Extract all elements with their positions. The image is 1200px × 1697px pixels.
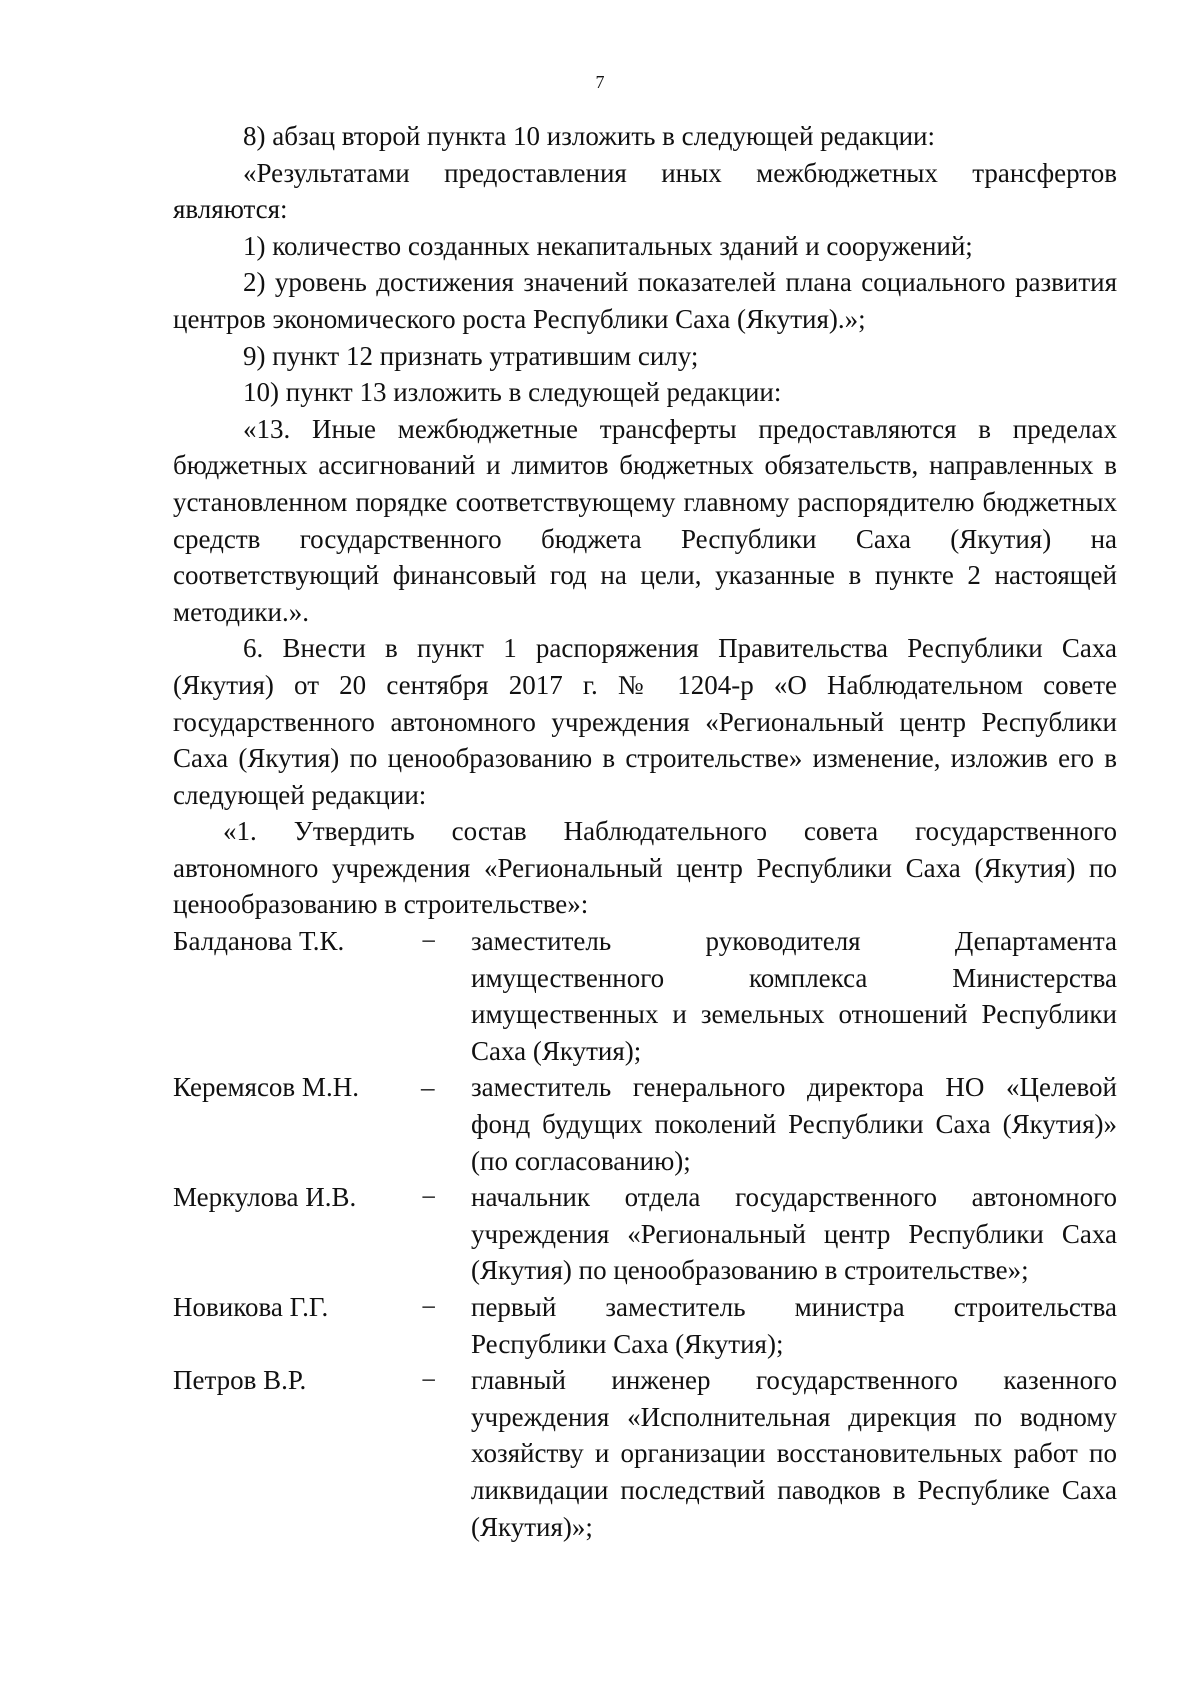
member-name: Керемясов М.Н. [173,1072,359,1103]
member-name: Балданова Т.К. [173,926,345,957]
member-dash: − [421,1365,437,1396]
page-number: 7 [595,72,605,92]
member-role: заместитель генерального директора НО «Целевой фонд будущих поколений Республики Саха (Якутия)» (по согласованию); [471,1072,1117,1176]
member-dash: – [421,1072,435,1103]
member-name: Меркулова И.В. [173,1182,357,1213]
paragraph-result-1: 1) количество созданных некапитальных зданий и сооружений; [243,230,973,261]
council-member-row [173,1179,1117,1289]
council-member-row [173,1289,1117,1362]
council-member-row [173,1069,1117,1179]
council-member-row [173,1362,1117,1545]
paragraph-result-2: 2) уровень достижения значений показателей плана социального развития центров экономического роста Республики Саха (Якутия).»; [173,267,1117,334]
paragraph-results-intro: «Результатами предоставления иных межбюджетных трансфертов являются: [173,157,1117,225]
member-name: Новикова Г.Г. [173,1292,329,1322]
paragraph-item-6: 6. Внести в пункт 1 распоряжения Правительства Республики Саха (Якутия) от 20 сентября 2017 г. № 1204-р «О Наблюдательном совете государственного автономного учреждения «Региональный центр Республики Саха (Якутия) по ценообразованию в строительстве» изменение, изложив его в следующей редакции: [173,633,1117,810]
member-role: начальник отдела государственного автономного учреждения «Региональный центр Республики Саха (Якутия) по ценообразованию в строительстве»; [471,1182,1117,1286]
paragraph-item-9: 9) пункт 12 признать утратившим силу; [243,340,699,371]
member-role: заместитель руководителя Департамента имущественного комплекса Министерства имущественных и земельных отношений Республики Саха (Якутия); [471,926,1117,1066]
member-name: Петров В.Р. [173,1365,307,1396]
member-dash: − [421,1292,437,1322]
council-members-list [173,923,1117,1545]
paragraph-council-approve: «1. Утвердить состав Наблюдательного совета государственного автономного учреждения «Региональный центр Республики Саха (Якутия) по ценообразованию в строительстве»: [173,816,1117,920]
member-dash: − [421,926,437,957]
member-role: главный инженер государственного казенного учреждения «Исполнительная дирекция по водному хозяйству и организации восстановительных работ по ликвидации последствий паводков в Республике Саха (Якутия)»; [471,1365,1117,1542]
paragraph-item-10: 10) пункт 13 изложить в следующей редакции: [243,377,782,408]
paragraph-item-8: 8) абзац второй пункта 10 изложить в следующей редакции: [243,121,935,151]
paragraph-clause-13: «13. Иные межбюджетные трансферты предоставляются в пределах бюджетных ассигнований и лимитов бюджетных обязательств, направленных в установленном порядке соответствующему главному распорядителю бюджетных средств государственного бюджета Республики Саха (Якутия) на соответствующий финансовый год на цели, указанные в пункте 2 настоящей методики.». [173,413,1117,627]
member-dash: − [421,1182,437,1213]
member-role: первый заместитель министра строительства Республики Саха (Якутия); [471,1292,1117,1359]
document-body [173,118,1117,1545]
council-member-row [173,923,1117,1069]
